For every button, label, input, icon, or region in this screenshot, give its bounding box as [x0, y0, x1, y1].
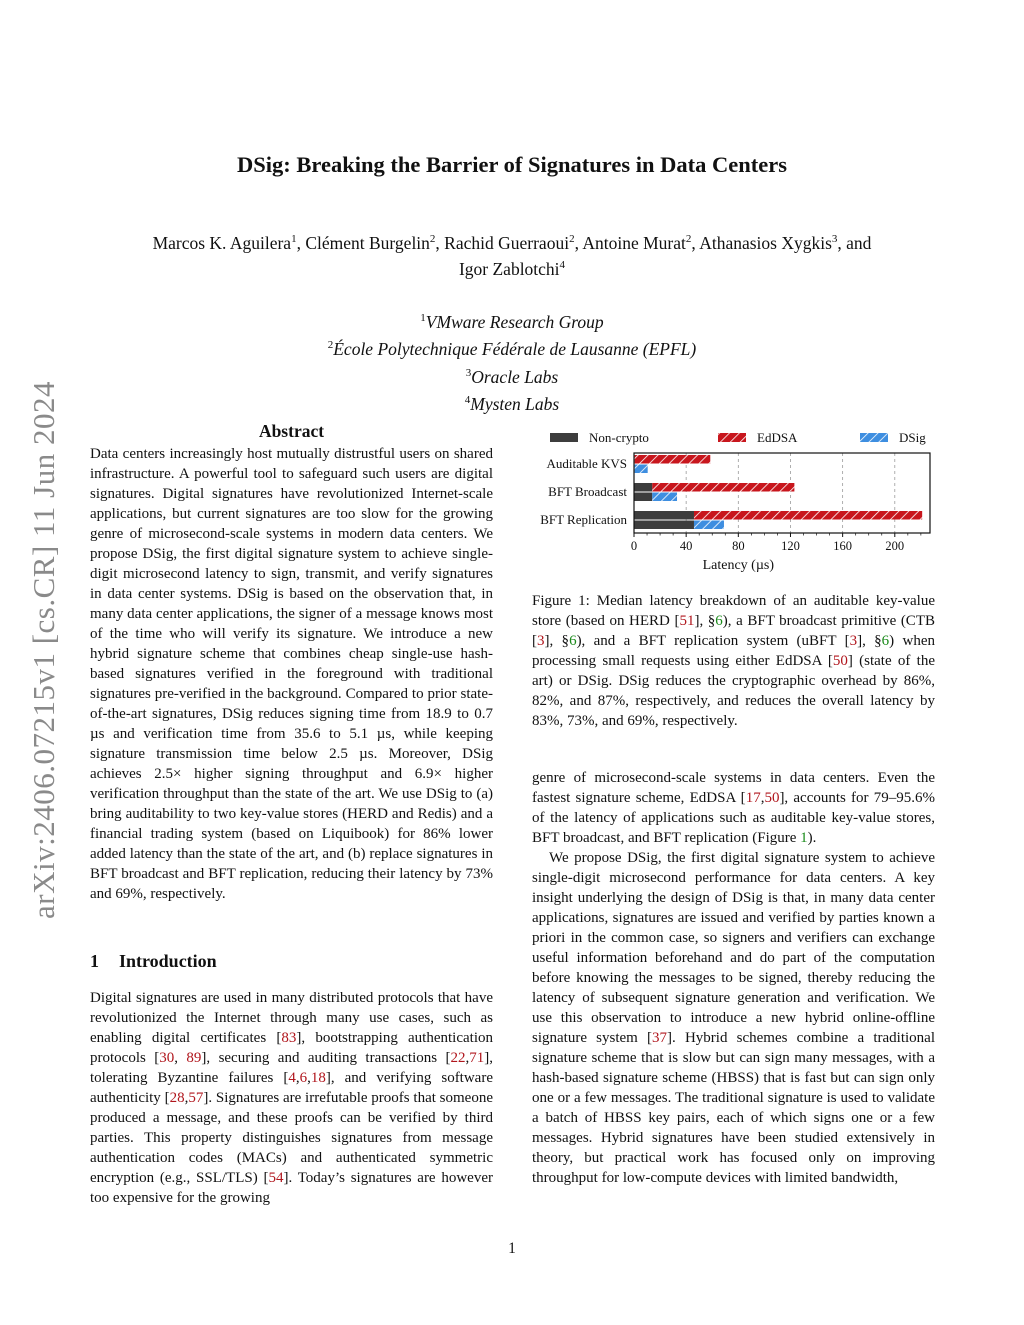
x-tick-label: 0 [630, 539, 638, 553]
legend-swatch [718, 433, 746, 442]
text-run: ]. Signatures are irrefutable proofs that someone produced a message, and these proofs can be verified by third parties. This property distinguishes signatures from message authentication codes (MACs) and authenticated symmetric encryption (e.g., SSL/TLS) [ [90, 1090, 494, 1186]
affiliation-list [80, 307, 944, 416]
affiliation-marker: 3 [465, 366, 472, 379]
citation-link[interactable]: 51 [679, 613, 695, 629]
affiliation [80, 362, 944, 389]
chart-bars [634, 455, 922, 529]
right-column-body [532, 768, 935, 1188]
text-run: ], § [694, 613, 716, 629]
section-link[interactable]: 1 [800, 830, 808, 846]
citation-link[interactable]: 22 [450, 1050, 466, 1066]
bar-dsig [635, 465, 648, 474]
latency-bar-chart [530, 424, 940, 584]
affiliation-marker: 4 [464, 393, 471, 406]
section-link[interactable]: 6 [881, 633, 890, 649]
text-run: , [465, 1050, 470, 1066]
citation-link[interactable]: 83 [281, 1030, 297, 1046]
text-run: ], and verifying software authenticity [ [90, 1070, 493, 1106]
arxiv-sidebar [0, 0, 80, 1325]
author-separator: , [691, 232, 700, 253]
author-affil-marker: 2 [429, 233, 436, 245]
legend-label: EdDSA [757, 430, 798, 445]
author-affil-marker: 4 [559, 258, 566, 271]
citation-link[interactable]: 18 [310, 1070, 326, 1086]
caption-text [532, 591, 935, 731]
intro-section-heading [90, 951, 217, 972]
page-number: 1 [508, 1240, 516, 1257]
text-run: ], tolerating Byzantine failures [ [90, 1050, 493, 1086]
citation-link[interactable]: 4 [288, 1070, 296, 1086]
author-name: Antoine Murat [582, 232, 686, 253]
citation-link[interactable]: 54 [268, 1170, 284, 1186]
intro-paragraph-1 [90, 988, 493, 1208]
text-run: , [307, 1070, 311, 1086]
bar-non-crypto-eddsa [634, 483, 652, 492]
abstract-heading: Abstract [258, 421, 325, 441]
section-title: Introduction [119, 951, 217, 971]
author-line-2 [80, 254, 944, 280]
affiliation [80, 389, 944, 416]
author-separator: , [574, 232, 583, 253]
text-run: , [184, 1090, 189, 1106]
text-run: ]. Today’s signatures are however too expensive for the growing [90, 1170, 493, 1206]
affiliation [80, 307, 944, 334]
text-run: ], securing and auditing transactions [ [201, 1050, 451, 1066]
text-run: Figure 1: Median latency breakdown of an auditable key-value store (based on HERD [ [532, 593, 935, 629]
bar-eddsa [694, 511, 922, 520]
text-run: ]. Hybrid schemes combine a traditional signature scheme that is slow but can sign many messages, with a hash-based signature scheme (HBSS) that is fast but can sign only one or a few messages. The traditional signature is used to validate a batch of HBSS key pairs, each of which signs one or a few messages. Hybrid signatures have been studied extensively in theory, but practical work has focused only on improving throughput for low-compute devices with limited bandwidth, [532, 1030, 935, 1186]
author-separator: , [296, 232, 306, 253]
author-name: Athanasios Xygkis [699, 232, 832, 253]
bar-eddsa [652, 483, 794, 492]
text-run: genre of microsecond-scale systems in data centers. Even the fastest signature scheme, EdDSA [ [532, 770, 935, 806]
text-run: We propose DSig, the first digital signature system to achieve single-digit microsecond performance for data centers. A key insight underlying the design of DSig is that, in many data center applications, signatures are issued and verified by parties known a priori in the common case, so signers and verifiers can exchange useful information beforehand and do part of the computation before knowing the messages to be signed, thereby reducing the latency of subsequent signature generation and verification. We use this observation to introduce a new hybrid online-offline signature system [ [532, 850, 935, 1046]
section-link[interactable]: 6 [715, 613, 723, 629]
category-label: Auditable KVS [546, 456, 627, 471]
category-label: BFT Replication [540, 512, 627, 527]
x-tick-label: 200 [885, 539, 905, 553]
section-number: 1 [90, 951, 99, 971]
intro-body [90, 988, 493, 1208]
affiliation-name: Mysten Labs [470, 393, 560, 414]
bar-non-crypto-eddsa [634, 511, 694, 520]
author-line-1 [80, 228, 944, 254]
x-axis-label: Latency (µs) [702, 558, 775, 573]
x-tick-label: 160 [833, 539, 853, 553]
text-run: ). [807, 830, 817, 846]
text-run: ], accounts for 79–95.6% of the latency of applications such as auditable key-value stores, BFT broadcast, and BFT replication (Figure [532, 790, 935, 846]
citation-link[interactable]: 37 [652, 1030, 668, 1046]
affiliation-name: VMware Research Group [425, 311, 604, 332]
citation-link[interactable]: 50 [764, 790, 780, 806]
paper-title: DSig: Breaking the Barrier of Signatures in Data Centers [237, 152, 787, 177]
affiliation-name: Oracle Labs [471, 366, 559, 387]
right-paragraph-2 [532, 848, 935, 1188]
citation-link[interactable]: 3 [537, 633, 545, 649]
bar-eddsa [635, 455, 711, 464]
author-name: Clément Burgelin [305, 232, 430, 253]
x-tick-label: 40 [679, 539, 693, 553]
legend-swatch [550, 433, 578, 442]
text-run: ] (state of the art) or DSig. DSig reduces the cryptographic overhead by 86%, 82%, and 87%, respectively, and reduces the overall latency by 83%, 73%, and 69%, respectively. [532, 653, 935, 729]
author-list [80, 228, 944, 280]
text-run: ), a BFT broadcast primitive (CTB [ [532, 613, 935, 649]
citation-link[interactable]: 57 [188, 1090, 204, 1106]
author-separator: , [435, 232, 445, 253]
x-tick-label: 120 [781, 539, 800, 553]
author-separator: , and [837, 232, 872, 253]
legend-swatch [860, 433, 888, 442]
abstract-text: Data centers increasingly host mutually distrustful users on shared infrastructure. A powerful tool to safeguard such users are digital signatures. Digital signatures have revolutionized Internet-scale applications, but current signatures are too slow for the growing genre of microsecond-scale systems in modern data centers. We propose DSig, the first digital signature system to achieve single-digit microsecond latency to sign, transmit, and verify signatures in data center systems. DSig is based on the observation that, in many data center applications, the signer of a message knows most of the time who will verify its signature. We introduce a new hybrid signature scheme that combines cheap single-use hash-based signatures verified in the foreground with traditional signatures pre-verified in the background. Compared to prior state-of-the-art signatures, DSig reduces signing time from 18.9 to 0.7 µs and verification time from 35.6 to 5.1 µs, while keeping signature transmission time below 2.5 µs. Moreover, DSig achieves 2.5× higher signing throughput and 6.9× higher verification throughput than the state of the art. We use DSig to (a) bring auditability to two key-value stores (HERD and Redis) and a financial trading system (based on Liquibook) for 86% lower added latency than the state of the art, and (b) replace signatures in BFT broadcast and BFT replication, reducing their latency by 73% and 69%, respectively. [90, 446, 493, 902]
affiliation-marker: 1 [420, 312, 426, 324]
x-tick-label: 80 [732, 539, 745, 553]
bar-dsig [694, 521, 724, 530]
author-affil-marker: 2 [569, 233, 575, 245]
text-run: , [295, 1070, 300, 1086]
bar-non-crypto-dsig [634, 493, 652, 502]
author-affil-marker: 1 [291, 233, 297, 245]
author-affil-marker: 3 [831, 233, 838, 245]
section-link[interactable]: 6 [569, 633, 577, 649]
bar-dsig [652, 493, 677, 502]
category-label: BFT Broadcast [548, 484, 627, 499]
bar-non-crypto-dsig [634, 521, 694, 530]
citation-link[interactable]: 89 [186, 1050, 202, 1066]
author-affil-marker: 2 [685, 233, 692, 245]
chart-legend [550, 430, 926, 445]
citation-link[interactable]: 6 [299, 1070, 308, 1086]
affiliation-name: École Polytechnique Fédérale de Lausanne (EPFL) [333, 339, 697, 360]
citation-link[interactable]: 30 [159, 1050, 175, 1066]
text-run: ], bootstrapping authentication protocols [ [90, 1030, 493, 1066]
citation-link[interactable]: 28 [169, 1090, 185, 1106]
author-name: Rachid Guerraoui [444, 232, 570, 253]
arxiv-identifier: arXiv:2406.07215v1 [cs.CR] 11 Jun 2024 [26, 381, 61, 919]
author-name: Marcos K. Aguilera [152, 232, 292, 253]
text-run: , [760, 790, 765, 806]
author-name: Igor Zablotchi [458, 258, 560, 279]
legend-label: DSig [899, 430, 926, 445]
text-run: Digital signatures are used in many distributed protocols that have revolutionized the Internet through many use cases, such as enabling digital certificates [ [90, 990, 493, 1046]
right-paragraph-1 [532, 768, 935, 848]
text-run: ) when processing small requests using either EdDSA [ [532, 633, 935, 669]
affiliation [80, 334, 944, 361]
citation-link[interactable]: 71 [469, 1050, 485, 1066]
text-run: ), and a BFT replication system (uBFT [ [576, 633, 850, 649]
legend-label: Non-crypto [589, 430, 649, 445]
abstract-section [90, 421, 493, 904]
text-run: ], § [857, 633, 882, 649]
citation-link[interactable]: 3 [849, 633, 858, 649]
citation-link[interactable]: 17 [745, 790, 761, 806]
text-run: ], § [544, 633, 570, 649]
figure-1-caption [532, 591, 935, 731]
text-run: , [174, 1050, 187, 1066]
affiliation-marker: 2 [327, 339, 334, 352]
figure-1-chart [530, 424, 940, 584]
citation-link[interactable]: 50 [832, 653, 848, 669]
